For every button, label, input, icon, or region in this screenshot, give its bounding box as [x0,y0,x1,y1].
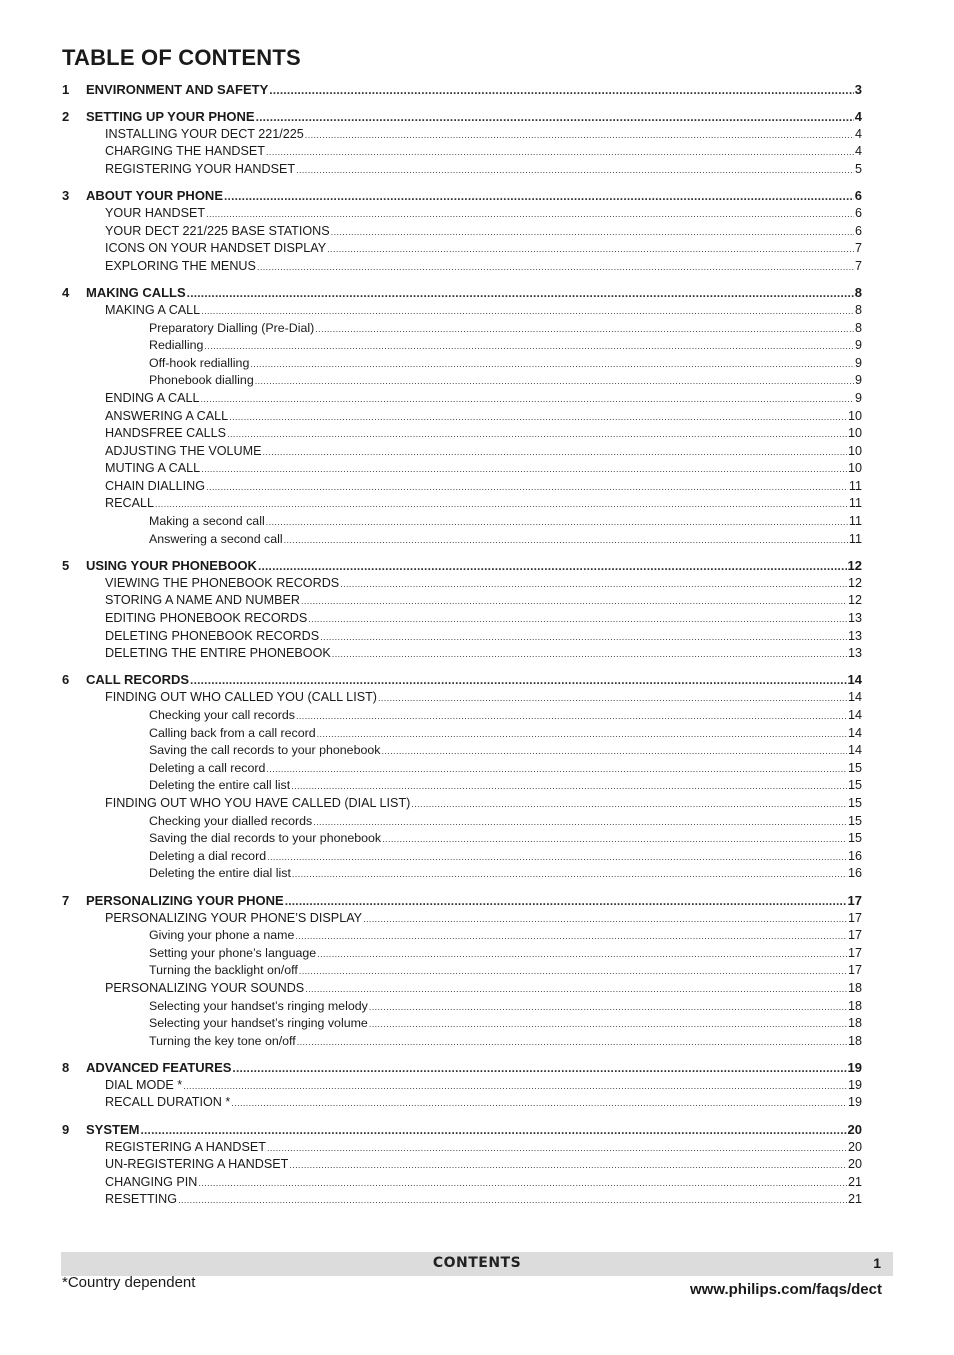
toc-entry-title: Redialling [149,338,204,353]
dot-leader [267,1140,847,1158]
toc-entry-title: PERSONALIZING YOUR SOUNDS [105,980,305,995]
toc-section-row [62,1077,862,1095]
toc-section-row [62,478,862,496]
toc-page-number: 18 [847,998,862,1013]
toc-page-number: 16 [847,866,862,881]
toc-page-number: 17 [847,910,862,925]
dot-leader [269,81,854,99]
toc-entry-title: STORING A NAME AND NUMBER [105,593,301,608]
toc-page-number: 11 [848,514,862,529]
toc-section-row [62,258,862,276]
toc-entry-title: ANSWERING A CALL [105,408,229,423]
toc-entry-title: MUTING A CALL [105,461,201,476]
toc-section-row [62,425,862,443]
dot-leader [378,690,847,708]
toc-page-number: 14 [847,743,862,758]
toc-page-number: 17 [847,928,862,943]
dot-leader [190,671,846,689]
toc-section-row [62,795,862,813]
toc-page-number: 15 [847,813,862,828]
toc-page-number: 7 [854,258,862,273]
toc-subsection-row [62,865,862,883]
toc-chapter-number: 2 [62,108,70,124]
toc-page-number: 14 [847,725,862,740]
dot-leader [266,144,854,162]
dot-leader [299,963,847,981]
toc-page-number: 11 [848,478,862,493]
toc-entry-title: Setting your phone’s language [149,945,317,960]
footer-section-label: CONTENTS [432,1255,522,1271]
toc-subsection-row [62,320,862,338]
toc-entry-title: Calling back from a call record [149,725,316,740]
toc-subsection-row [62,725,862,743]
toc-entry-title: INSTALLING YOUR DECT 221/225 [105,126,304,141]
toc-entry-title: Phonebook dialling [149,373,254,388]
dot-leader [340,576,847,594]
page-number: 1 [873,1255,881,1271]
toc-page-number: 17 [847,892,862,908]
toc-entry-title: Giving your phone a name [149,928,295,943]
toc-subsection-row [62,513,862,531]
toc-entry-title: Deleting a dial record [149,848,267,863]
toc-entry-title: Answering a second call [149,531,283,546]
toc-chapter-number: 9 [62,1121,70,1137]
toc-entry-title: HANDSFREE CALLS [105,426,227,441]
table-of-contents [62,81,862,1209]
toc-entry-title: Off-hook redialling [149,355,250,370]
toc-page-number: 17 [847,963,862,978]
toc-subsection-row [62,813,862,831]
toc-page-number: 9 [854,373,862,388]
toc-page-number: 9 [854,390,862,405]
toc-subsection-row [62,707,862,725]
dot-leader [258,557,847,575]
toc-page-number: 10 [847,461,862,476]
toc-chapter-number: 8 [62,1059,70,1075]
toc-section-row [62,910,862,928]
website-url: www.philips.com/faqs/dect [690,1281,882,1298]
toc-page-number: 10 [847,408,862,423]
toc-chapter-row [62,892,862,910]
toc-page-number: 15 [847,778,862,793]
toc-page-number: 7 [854,241,862,256]
toc-page-number: 3 [854,82,862,97]
toc-chapter-number: 7 [62,892,70,908]
dot-leader [292,866,847,884]
toc-section-row [62,689,862,707]
toc-section-row [62,592,862,610]
dot-leader [381,743,847,761]
dot-leader [296,162,854,180]
dot-leader [227,426,847,444]
toc-chapter-number: 1 [62,82,70,97]
toc-page-number: 12 [847,575,862,590]
toc-entry-title: YOUR DECT 221/225 BASE STATIONS [105,223,330,238]
toc-entry-title: REGISTERING A HANDSET [105,1139,266,1154]
dot-leader [204,338,854,356]
toc-chapter-row [62,671,862,689]
toc-page-number: 17 [847,945,862,960]
toc-chapter-number: 3 [62,187,70,203]
dot-leader [256,108,854,126]
toc-section-row [62,460,862,478]
toc-entry-title: Turning the key tone on/off [149,1033,296,1048]
toc-page-number: 10 [847,426,862,441]
dot-leader [285,892,847,910]
toc-chapter-row [62,108,862,126]
toc-entry-title: PERSONALIZING YOUR PHONE’S DISPLAY [105,910,363,925]
toc-section-row [62,408,862,426]
dot-leader [411,796,847,814]
toc-subsection-row [62,830,862,848]
toc-entry-title: SYSTEM [86,1121,140,1137]
toc-entry-title: CALL RECORDS [86,672,190,688]
toc-page-number: 12 [847,593,862,608]
toc-page-number: 11 [848,531,862,546]
dot-leader [297,1034,847,1052]
toc-entry-title: Saving the call records to your phonebook [149,743,381,758]
toc-entry-title: EDITING PHONEBOOK RECORDS [105,611,308,626]
footnote: *Country dependent [62,1274,196,1291]
toc-section-row [62,1174,862,1192]
toc-entry-title: DELETING THE ENTIRE PHONEBOOK [105,646,331,661]
toc-entry-title: SETTING UP YOUR PHONE [86,108,255,124]
toc-section-row [62,443,862,461]
toc-page-number: 20 [847,1157,862,1172]
toc-subsection-row [62,355,862,373]
toc-chapter-row [62,1121,862,1139]
toc-page-number: 11 [848,496,862,511]
toc-entry-title: Selecting your handset’s ringing melody [149,998,368,1013]
toc-page-number: 4 [854,126,862,141]
toc-page-number: 19 [847,1077,862,1092]
toc-page-number: 14 [847,690,862,705]
toc-page-number: 9 [854,355,862,370]
toc-chapter-row [62,81,862,99]
toc-chapter-row [62,284,862,302]
toc-section-row [62,610,862,628]
toc-entry-title: Turning the backlight on/off [149,963,298,978]
dot-leader [315,321,854,339]
dot-leader [266,514,848,532]
toc-subsection-row [62,962,862,980]
toc-entry-title: FINDING OUT WHO CALLED YOU (CALL LIST) [105,690,377,705]
dot-leader [224,187,854,205]
toc-entry-title: UN-REGISTERING A HANDSET [105,1157,289,1172]
toc-chapter-number: 5 [62,557,70,573]
toc-page-number: 20 [847,1139,862,1154]
toc-section-row [62,575,862,593]
dot-leader [296,708,847,726]
toc-section-row [62,223,862,241]
toc-page-number: 10 [847,443,862,458]
toc-chapter-row [62,187,862,205]
toc-entry-title: CHARGING THE HANDSET [105,144,266,159]
dot-leader [305,127,854,145]
toc-page-number: 9 [854,338,862,353]
toc-page-number: 14 [847,672,862,688]
toc-entry-title: MAKING CALLS [86,284,186,300]
dot-leader [289,1157,847,1175]
dot-leader [320,629,847,647]
toc-subsection-row [62,337,862,355]
dot-leader [369,999,847,1017]
toc-page-number: 8 [854,284,862,300]
toc-section-row [62,645,862,663]
toc-page-number: 15 [847,760,862,775]
toc-section-row [62,390,862,408]
dot-leader [178,1192,847,1210]
toc-section-row [62,143,862,161]
toc-page-number: 5 [854,161,862,176]
dot-leader [266,761,847,779]
toc-page-number: 18 [847,1033,862,1048]
toc-section-row [62,1094,862,1112]
toc-chapter-number: 6 [62,672,70,688]
toc-entry-title: ADJUSTING THE VOLUME [105,443,262,458]
dot-leader [291,778,847,796]
toc-page-number: 19 [847,1095,862,1110]
toc-page-number: 19 [847,1059,862,1075]
toc-section-row [62,1156,862,1174]
toc-entry-title: REGISTERING YOUR HANDSET [105,161,296,176]
toc-page-number: 20 [847,1121,862,1137]
toc-entry-title: ABOUT YOUR PHONE [86,187,223,203]
toc-entry-title: YOUR HANDSET [105,205,206,220]
toc-entry-title: RESETTING [105,1192,178,1207]
toc-subsection-row [62,927,862,945]
toc-page-number: 6 [854,205,862,220]
toc-page-number: 21 [847,1174,862,1189]
dot-leader [250,356,854,374]
dot-leader [232,1059,846,1077]
toc-subsection-row [62,531,862,549]
toc-entry-title: USING YOUR PHONEBOOK [86,557,257,573]
toc-section-row [62,1191,862,1209]
dot-leader [201,461,847,479]
toc-entry-title: Deleting the entire call list [149,778,291,793]
toc-subsection-row [62,760,862,778]
dot-leader [187,284,854,302]
toc-section-row [62,205,862,223]
toc-page-number: 21 [847,1192,862,1207]
dot-leader [206,206,854,224]
toc-entry-title: ADVANCED FEATURES [86,1059,232,1075]
toc-page-number: 13 [847,628,862,643]
toc-page-number: 15 [847,831,862,846]
dot-leader [301,593,847,611]
dot-leader [305,981,847,999]
toc-chapter-number: 4 [62,284,70,300]
dot-leader [257,259,854,277]
dot-leader [198,1175,847,1193]
toc-entry-title: ICONS ON YOUR HANDSET DISPLAY [105,241,327,256]
toc-entry-title: Making a second call [149,514,265,529]
toc-entry-title: DELETING PHONEBOOK RECORDS [105,628,320,643]
dot-leader [263,444,847,462]
dot-leader [331,224,854,242]
toc-page-number: 15 [847,795,862,810]
dot-leader [155,496,848,514]
toc-entry-title: FINDING OUT WHO YOU HAVE CALLED (DIAL LIST) [105,795,411,810]
toc-page-number: 14 [847,708,862,722]
dot-leader [317,726,847,744]
toc-entry-title: Preparatory Dialling (Pre-Dial) [149,320,315,335]
toc-section-row [62,302,862,320]
dot-leader [332,646,847,664]
dot-leader [313,814,847,832]
toc-page-number: 8 [854,302,862,317]
toc-entry-title: RECALL [105,496,154,511]
toc-subsection-row [62,945,862,963]
toc-subsection-row [62,372,862,390]
dot-leader [308,611,847,629]
toc-section-row [62,161,862,179]
dot-leader [255,373,854,391]
toc-section-row [62,1139,862,1157]
toc-entry-title: DIAL MODE * [105,1077,183,1092]
dot-leader [229,409,847,427]
toc-entry-title: EXPLORING THE MENUS [105,258,256,273]
dot-leader [317,946,847,964]
toc-entry-title: ENVIRONMENT AND SAFETY [86,82,269,97]
page-title: TABLE OF CONTENTS [62,45,301,70]
toc-page-number: 12 [847,557,862,573]
dot-leader [327,241,854,259]
toc-entry-title: Selecting your handset’s ringing volume [149,1016,368,1031]
toc-chapter-row [62,557,862,575]
toc-subsection-row [62,1015,862,1033]
toc-page-number: 4 [854,108,862,124]
toc-page-number: 8 [854,320,862,335]
toc-page-number: 6 [854,223,862,238]
toc-page-number: 16 [847,848,862,863]
toc-entry-title: PERSONALIZING YOUR PHONE [86,892,284,908]
toc-entry-title: ENDING A CALL [105,390,200,405]
dot-leader [206,479,848,497]
dot-leader [382,831,847,849]
toc-section-row [62,628,862,646]
toc-subsection-row [62,998,862,1016]
toc-entry-title: MAKING A CALL [105,302,201,317]
dot-leader [295,928,847,946]
toc-section-row [62,240,862,258]
toc-entry-title: RECALL DURATION * [105,1095,231,1110]
toc-subsection-row [62,777,862,795]
toc-entry-title: CHANGING PIN [105,1174,198,1189]
toc-entry-title: Saving the dial records to your phonebook [149,831,382,846]
toc-page-number: 6 [854,187,862,203]
dot-leader [183,1078,847,1096]
dot-leader [201,391,854,409]
toc-subsection-row [62,848,862,866]
dot-leader [201,303,854,321]
toc-chapter-row [62,1059,862,1077]
dot-leader [231,1095,847,1113]
toc-section-row [62,126,862,144]
toc-page-number: 13 [847,646,862,661]
dot-leader [363,911,847,929]
toc-subsection-row [62,742,862,760]
toc-entry-title: Checking your dialled records [149,813,313,828]
dot-leader [284,532,848,550]
footer-bar [61,1252,893,1276]
dot-leader [140,1121,846,1139]
toc-entry-title: Checking your call records [149,708,295,722]
toc-entry-title: VIEWING THE PHONEBOOK RECORDS [105,575,340,590]
toc-page-number: 18 [847,1016,862,1031]
toc-page-number: 18 [847,980,862,995]
toc-section-row [62,980,862,998]
toc-entry-title: Deleting the entire dial list [149,866,291,881]
toc-subsection-row [62,1033,862,1051]
dot-leader [267,849,847,867]
toc-section-row [62,495,862,513]
toc-entry-title: CHAIN DIALLING [105,478,206,493]
toc-page-number: 13 [847,611,862,626]
toc-page-number: 4 [854,144,862,159]
dot-leader [369,1016,847,1034]
toc-entry-title: Deleting a call record [149,760,266,775]
